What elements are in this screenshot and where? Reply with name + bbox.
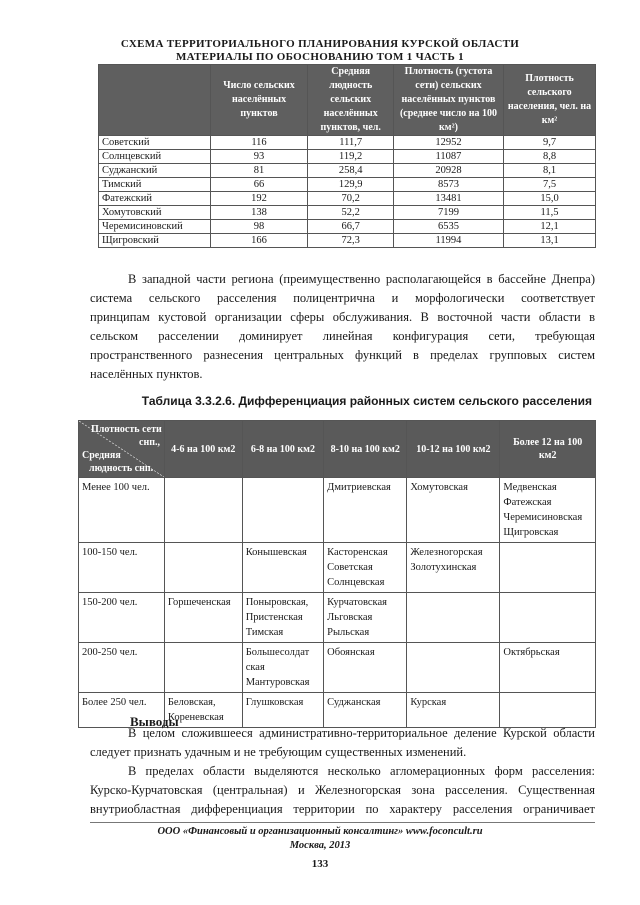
footer-divider [90,822,595,823]
value-cell: 138 [210,206,308,220]
paragraph-line: населённых пунктов. [90,367,203,381]
table2-header-col-2: 6-8 на 100 км2 [242,421,323,478]
district-group-cell [500,693,596,728]
district-group-cell [324,543,407,593]
district-group-cell [500,543,596,593]
district-name: ская [245,662,265,673]
district-name: Золотухинская [410,562,477,573]
population-range-cell: 100-150 чел. [79,543,165,593]
table-row [99,150,596,164]
conclusion-line: внутриобластная дифференциация территории по характеру расселения ограничивает [90,802,595,816]
district-group-cell [242,643,323,693]
table2-header-col-3: 8-10 на 100 км2 [324,421,407,478]
value-cell: 66 [210,178,308,192]
district-name: Рыльская [327,627,370,638]
value-cell: 8573 [393,178,503,192]
paragraph-line: В западной части региона (преимущественно располагающейся в бассейне Днепра) [128,272,595,286]
population-range-cell: Более 250 чел. [79,693,165,728]
conclusion-line: В целом сложившееся административно-территориальное деление Курской области [128,726,595,740]
document-header-subtitle: МАТЕРИАЛЫ ПО ОБОСНОВАНИЮ ТОМ 1 ЧАСТЬ 1 [175,51,464,63]
district-group-cell [164,543,242,593]
value-cell: 9,7 [504,136,596,150]
table1-header-settlements-count: Число сельских населённых пунктов [210,65,308,136]
table-row [79,593,596,643]
value-cell: 98 [210,220,308,234]
table1-header-population-density: Плотность сельского населения, чел. на км² [504,65,596,136]
table2-header-col-5: Более 12 на 100 км2 [500,421,596,478]
district-name: Железногорская [410,547,483,558]
settlement-differentiation-table [78,420,596,728]
corner-population-unit: людность снп. [89,463,154,474]
district-group-cell [164,643,242,693]
value-cell: 93 [210,150,308,164]
conclusion-line: следует признать удачным и не требующим существенных изменений. [90,745,467,759]
district-group-cell [164,593,242,643]
district-group-cell [324,593,407,643]
district-name-cell: Солнцевский [99,150,211,164]
district-group-cell [500,478,596,543]
table-row [99,234,596,248]
page-number: 133 [311,858,329,870]
district-name: Пристенская [245,612,303,623]
value-cell: 7,5 [504,178,596,192]
table2-caption: Таблица 3.3.2.6. Дифференциация районных систем сельского расселения [141,394,592,408]
value-cell: 72,3 [308,234,394,248]
district-name: Глушковская [245,697,304,708]
footer-company: ООО «Финансовый и организационный консалтинг» www.foconcult.ru [157,826,483,837]
value-cell: 7199 [393,206,503,220]
district-name: Черемисиновская [503,512,583,523]
district-group-cell [407,478,500,543]
table2-corner-header [79,421,165,478]
value-cell: 258,4 [308,164,394,178]
district-name: Щигровская [503,527,559,538]
district-name-cell: Щигровский [99,234,211,248]
table2-header-col-1: 4-6 на 100 км2 [164,421,242,478]
value-cell: 66,7 [308,220,394,234]
corner-density-label: Плотность сети [91,424,162,435]
district-name: Курская [410,697,447,708]
value-cell: 52,2 [308,206,394,220]
conclusion-line: В пределах области выделяются несколько агломерационных форм расселения: [128,764,595,778]
table-row [79,643,596,693]
district-name: Советская [327,562,373,573]
value-cell: 129,9 [308,178,394,192]
value-cell: 119,2 [308,150,394,164]
value-cell: 12,1 [504,220,596,234]
value-cell: 8,8 [504,150,596,164]
district-group-cell [407,693,500,728]
district-name: Октябрьская [503,647,560,658]
value-cell: 11,5 [504,206,596,220]
district-group-cell [500,643,596,693]
paragraph-line: сельском расселении доминирует линейная конфигурация сети, требующая [90,329,595,343]
value-cell: 70,2 [308,192,394,206]
district-name: Дмитриевская [327,482,391,493]
value-cell: 11087 [393,150,503,164]
district-name: Конышевская [245,547,307,558]
district-group-cell [500,593,596,643]
district-name: Горшеченская [167,597,231,608]
district-name-cell: Советский [99,136,211,150]
value-cell: 20928 [393,164,503,178]
value-cell: 166 [210,234,308,248]
district-name: Мантуровская [245,677,310,688]
corner-density-unit: снп., [139,437,160,448]
table-row [99,178,596,192]
value-cell: 15,0 [504,192,596,206]
table-row [79,478,596,543]
district-group-cell [242,478,323,543]
district-name: Поныровская, [245,597,309,608]
district-name: Солнцевская [327,577,385,588]
table-row [99,164,596,178]
population-range-cell: Менее 100 чел. [79,478,165,543]
district-name: Касторенская [327,547,388,558]
district-name-cell: Тимский [99,178,211,192]
district-group-cell [242,543,323,593]
conclusions-title: Выводы [130,714,179,729]
table-row [99,220,596,234]
population-range-cell: 150-200 чел. [79,593,165,643]
paragraph-line: пространственного разнесения центральных функций в пределах групповых систем [90,348,595,362]
district-name-cell: Суджанский [99,164,211,178]
table-row [99,192,596,206]
district-name: Фатежская [503,497,552,508]
value-cell: 12952 [393,136,503,150]
value-cell: 13481 [393,192,503,206]
table1-header-district [99,65,211,136]
district-name-cell: Хомутовский [99,206,211,220]
value-cell: 11994 [393,234,503,248]
table-row [99,136,596,150]
district-name-cell: Фатежский [99,192,211,206]
document-header-title: СХЕМА ТЕРРИТОРИАЛЬНОГО ПЛАНИРОВАНИЯ КУРСКОЙ ОБЛАСТИ [120,38,520,50]
value-cell: 116 [210,136,308,150]
district-name-cell: Черемисиновский [99,220,211,234]
paragraph-line: система сельского расселения полицентрична и морфологически соответствует [90,291,595,305]
district-name: Медвенская [503,482,557,493]
district-group-cell [407,643,500,693]
district-name: Тимская [245,627,284,638]
district-name: Курчатовская [327,597,387,608]
district-name: Обоянская [327,647,375,658]
table-row [79,543,596,593]
district-name: Кореневская [167,712,224,723]
value-cell: 13,1 [504,234,596,248]
district-name: Льговская [327,612,373,623]
district-name: Суджанская [327,697,381,708]
footer-city-year: Москва, 2013 [289,840,351,851]
table-row [99,206,596,220]
district-group-cell [324,478,407,543]
population-range-cell: 200-250 чел. [79,643,165,693]
district-group-cell [407,593,500,643]
district-statistics-table [98,64,596,248]
value-cell: 81 [210,164,308,178]
district-group-cell [324,693,407,728]
table1-header-average-population: Средняя людность сельских населённых пунктов, чел. [308,65,394,136]
district-group-cell [164,478,242,543]
paragraph-line: принципам кустовой организации сферы обслуживания. В восточной части области в [90,310,595,324]
conclusion-line: Курско-Курчатовская (центральная) и Железногорская зона расселения. Существенная [90,783,595,797]
value-cell: 8,1 [504,164,596,178]
corner-population-label: Средняя [82,450,121,461]
value-cell: 6535 [393,220,503,234]
district-name: Хомутовская [410,482,468,493]
district-group-cell [407,543,500,593]
value-cell: 192 [210,192,308,206]
value-cell: 111,7 [308,136,394,150]
district-group-cell [324,643,407,693]
table1-header-network-density: Плотность (густота сети) сельских населённых пунктов (среднее число на 100 км²) [393,65,503,136]
district-name: Большесолдат [245,647,310,658]
table2-header-col-4: 10-12 на 100 км2 [407,421,500,478]
district-group-cell [242,693,323,728]
district-group-cell [242,593,323,643]
district-name: Беловская, [167,697,216,708]
